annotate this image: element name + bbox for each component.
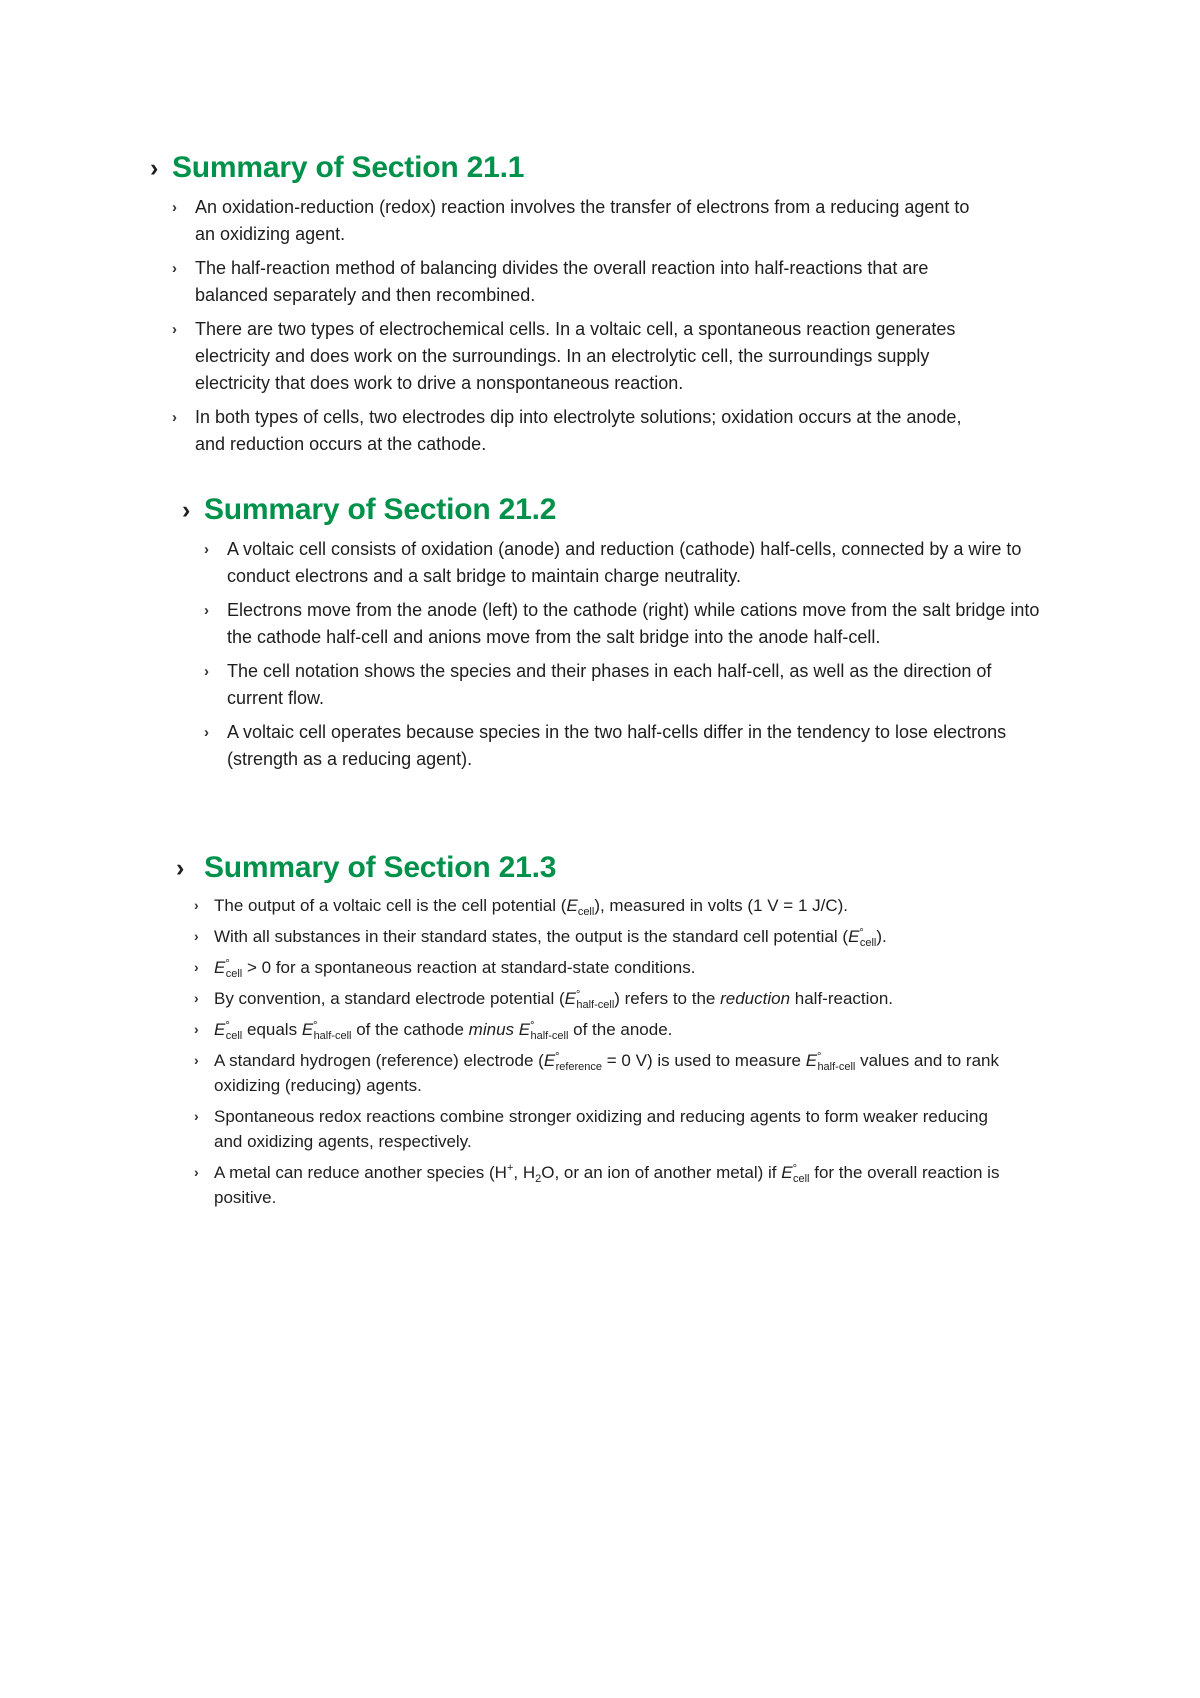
- chevron-right-icon: ›: [150, 153, 159, 182]
- bullet-chevron-icon: ›: [194, 990, 199, 1006]
- symbol-e: E: [514, 1020, 531, 1039]
- subscript: cell: [859, 937, 877, 949]
- degree-sign: °: [575, 989, 581, 1001]
- bullet-chevron-icon: ›: [204, 602, 209, 619]
- section-title: Summary of Section 21.2: [204, 493, 557, 526]
- subscript: cell: [577, 906, 595, 918]
- symbol-e: E: [566, 896, 578, 915]
- emphasis: reduction: [720, 989, 791, 1008]
- list-item: [150, 316, 980, 397]
- list-item-text: In both types of cells, two electrodes dip into electrolyte solutions; oxidation occurs at the anode, and reduction occurs at the cathode.: [195, 407, 962, 454]
- degree-sign: °: [530, 1020, 535, 1032]
- text-run: values and to rank oxidizing (reducing) agents.: [214, 1051, 999, 1095]
- bullet-chevron-icon: ›: [194, 1108, 199, 1124]
- summary-list: [176, 893, 1006, 1210]
- list-item-text: The cell notation shows the species and their phases in each half-cell, as well as the direction of current flow.: [227, 661, 992, 708]
- text-run: = 0 V) is used to measure: [602, 1051, 806, 1070]
- list-item: [176, 986, 1006, 1011]
- section-heading: [182, 492, 1044, 528]
- text-run: half-reaction.: [790, 989, 894, 1008]
- section-21-1: [150, 150, 980, 465]
- symbol-e: E: [848, 927, 860, 946]
- text-run: By convention, a standard electrode potential (: [214, 989, 565, 1008]
- degree-sign: °: [859, 927, 864, 939]
- symbol-e: E: [301, 1020, 314, 1039]
- list-item: [150, 255, 980, 309]
- list-item: [182, 658, 1044, 712]
- summary-list: [182, 536, 1044, 773]
- text-run: O, or an ion of another metal) if: [541, 1163, 782, 1182]
- symbol-e: E: [214, 958, 226, 977]
- subscript: half-cell: [530, 1030, 569, 1042]
- list-item-text: An oxidation-reduction (redox) reaction involves the transfer of electrons from a reducing agent to an oxidizing agent.: [195, 197, 970, 244]
- list-item: [176, 955, 1006, 980]
- bullet-chevron-icon: ›: [172, 199, 177, 216]
- superscript: +: [506, 1162, 514, 1174]
- list-item: [176, 924, 1006, 949]
- text-run: A metal can reduce another species (H: [214, 1163, 507, 1182]
- bullet-chevron-icon: ›: [204, 541, 209, 558]
- degree-sign: °: [313, 1020, 318, 1032]
- list-item: [176, 1017, 1006, 1042]
- text-run: ).: [876, 927, 887, 946]
- bullet-chevron-icon: ›: [194, 959, 199, 975]
- list-item: [176, 1048, 1006, 1098]
- text-run: Spontaneous redox reactions combine stronger oxidizing and reducing agents to form weaker reducing and oxidizing agents, respectively.: [214, 1107, 988, 1151]
- list-item: [182, 597, 1044, 651]
- text-run: With all substances in their standard states, the output is the standard cell potential (: [214, 927, 849, 946]
- section-title: Summary of Section 21.3: [204, 851, 557, 884]
- symbol-e: E: [564, 989, 576, 1008]
- list-item: [176, 893, 1006, 918]
- section-21-3: [176, 850, 1006, 1216]
- subscript: reference: [555, 1061, 603, 1073]
- list-item-text: There are two types of electrochemical cells. In a voltaic cell, a spontaneous reaction generates electricity and does work on the surroundings. In an electrolytic cell, the surroundings supply electricity that does work to drive a nonspontaneous reaction.: [195, 319, 956, 393]
- section-21-2: [182, 492, 1044, 780]
- subscript: cell: [225, 968, 243, 980]
- section-heading: [150, 150, 980, 186]
- list-item: [150, 404, 980, 458]
- text-run: ), measured in volts (1 V = 1 J/C).: [594, 896, 848, 915]
- text-run: of the cathode: [351, 1020, 469, 1039]
- bullet-chevron-icon: ›: [194, 1052, 199, 1068]
- emphasis: minus: [468, 1020, 515, 1039]
- symbol-e: E: [781, 1163, 793, 1182]
- text-run: ) refers to the: [614, 989, 721, 1008]
- subscript: cell: [793, 1173, 810, 1185]
- degree-sign: °: [555, 1051, 560, 1063]
- text-run: of the anode.: [568, 1020, 673, 1039]
- degree-sign: °: [225, 1020, 230, 1032]
- list-item-text: Electrons move from the anode (left) to the cathode (right) while cations move from the salt bridge into the cathode half-cell and anions move from the salt bridge into the anode half-cell.: [227, 600, 1040, 647]
- list-item-text: The half-reaction method of balancing divides the overall reaction into half-reactions that are balanced separately and then recombined.: [195, 258, 929, 305]
- subscript: half-cell: [313, 1030, 352, 1042]
- bullet-chevron-icon: ›: [204, 724, 209, 741]
- list-item-text: A voltaic cell consists of oxidation (anode) and reduction (cathode) half-cells, connected by a wire to conduct electrons and a salt bridge to maintain charge neutrality.: [227, 539, 1022, 586]
- list-item-text: A voltaic cell operates because species in the two half-cells differ in the tendency to lose electrons (strength as a reducing agent).: [227, 722, 1007, 769]
- bullet-chevron-icon: ›: [172, 321, 177, 338]
- symbol-e: E: [214, 1020, 226, 1039]
- text-run: > 0 for a spontaneous reaction at standard-state conditions.: [242, 958, 696, 977]
- bullet-chevron-icon: ›: [194, 1021, 199, 1037]
- list-item: [182, 719, 1044, 773]
- list-item: [182, 536, 1044, 590]
- bullet-chevron-icon: ›: [194, 897, 199, 913]
- bullet-chevron-icon: ›: [172, 260, 177, 277]
- section-title: Summary of Section 21.1: [172, 151, 525, 184]
- text-run: , H: [513, 1163, 536, 1182]
- chevron-right-icon: ›: [182, 495, 191, 524]
- degree-sign: °: [225, 958, 230, 970]
- bullet-chevron-icon: ›: [172, 409, 177, 426]
- text-run: A standard hydrogen (reference) electrode (: [214, 1051, 544, 1070]
- bullet-chevron-icon: ›: [204, 663, 209, 680]
- text-run: for the overall reaction is positive.: [214, 1163, 1000, 1207]
- subscript: half-cell: [576, 999, 615, 1011]
- bullet-chevron-icon: ›: [194, 1164, 199, 1180]
- text-run: equals: [242, 1020, 302, 1039]
- list-item: [176, 1160, 1006, 1210]
- subscript: half-cell: [817, 1061, 856, 1073]
- subscript: 2: [535, 1173, 542, 1185]
- summary-list: [150, 194, 980, 458]
- list-item: [176, 1104, 1006, 1154]
- degree-sign: °: [792, 1163, 797, 1175]
- degree-sign: °: [817, 1051, 822, 1063]
- text-run: The output of a voltaic cell is the cell potential (: [214, 896, 567, 915]
- subscript: cell: [225, 1030, 243, 1042]
- chevron-right-icon: ›: [176, 853, 185, 882]
- section-heading: [176, 850, 1006, 886]
- symbol-e: E: [543, 1051, 556, 1070]
- symbol-e: E: [805, 1051, 818, 1070]
- bullet-chevron-icon: ›: [194, 928, 199, 944]
- list-item: [150, 194, 980, 248]
